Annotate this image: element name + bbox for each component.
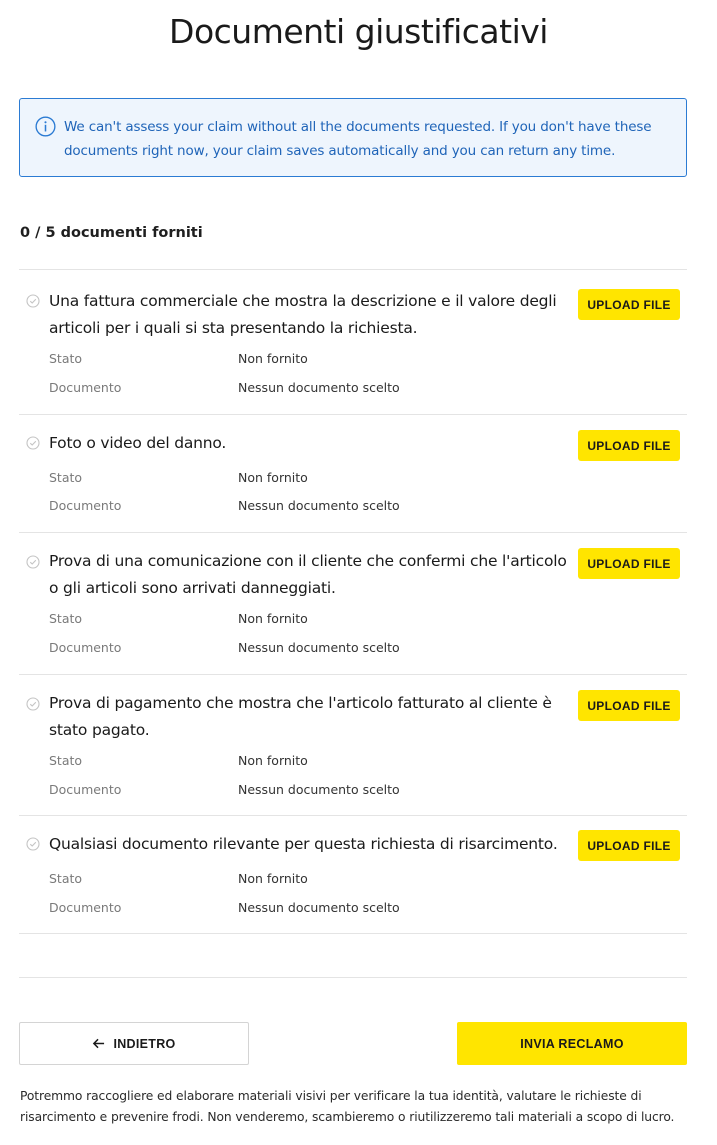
status-value: Non fornito [238, 351, 308, 366]
document-value: Nessun documento scelto [238, 498, 400, 513]
document-list [19, 269, 687, 934]
upload-file-button[interactable]: UPLOAD FILE [578, 830, 680, 861]
document-title: Qualsiasi documento rilevante per questa richiesta di risarcimento. [49, 835, 558, 853]
privacy-note: Potremmo raccogliere ed elaborare materiali visivi per verificare la tua identità, valutare le richieste di risarcimento e prevenire frodi. Non venderemo, scambieremo o riutilizzeremo tali materiali a scopo di lucro. [20, 1089, 675, 1124]
document-item [19, 815, 687, 934]
submit-claim-button[interactable]: INVIA RECLAMO [457, 1022, 687, 1065]
status-value: Non fornito [238, 753, 308, 768]
upload-file-button[interactable]: UPLOAD FILE [578, 430, 680, 461]
status-label: Stato [49, 753, 83, 768]
back-button[interactable] [19, 1022, 249, 1065]
upload-file-button[interactable]: UPLOAD FILE [578, 548, 680, 579]
status-label: Stato [49, 470, 83, 485]
check-circle-icon [26, 697, 40, 711]
document-label: Documento [49, 640, 122, 655]
document-value: Nessun documento scelto [238, 380, 400, 395]
status-label: Stato [49, 871, 83, 886]
document-item [19, 532, 687, 674]
status-value: Non fornito [238, 470, 308, 485]
document-label: Documento [49, 380, 122, 395]
document-title: Una fattura commerciale che mostra la descrizione e il valore degli articoli per i quali si sta presentando la richiesta. [49, 292, 557, 337]
document-item [19, 674, 687, 815]
check-circle-icon [26, 555, 40, 569]
document-label: Documento [49, 498, 122, 513]
section-divider [19, 977, 687, 978]
back-button-label: INDIETRO [113, 1036, 176, 1051]
document-title: Foto o video del danno. [49, 434, 227, 452]
info-notice-text: We can't assess your claim without all the documents requested. If you don't have these documents right now, your claim saves automatically and you can return any time. [64, 119, 652, 159]
check-circle-icon [26, 294, 40, 308]
page-title: Documenti giustificativi [169, 12, 548, 51]
upload-file-button[interactable]: UPLOAD FILE [578, 289, 680, 320]
document-value: Nessun documento scelto [238, 900, 400, 915]
document-label: Documento [49, 900, 122, 915]
info-notice [19, 98, 687, 177]
status-label: Stato [49, 351, 83, 366]
check-circle-icon [26, 837, 40, 851]
document-item [19, 414, 687, 532]
document-value: Nessun documento scelto [238, 782, 400, 797]
status-value: Non fornito [238, 871, 308, 886]
upload-file-button[interactable]: UPLOAD FILE [578, 690, 680, 721]
documents-progress: 0 / 5 documenti forniti [20, 225, 203, 241]
check-circle-icon [26, 436, 40, 450]
document-title: Prova di una comunicazione con il cliente che confermi che l'articolo o gli articoli sono arrivati danneggiati. [49, 552, 567, 597]
document-value: Nessun documento scelto [238, 640, 400, 655]
document-label: Documento [49, 782, 122, 797]
status-label: Stato [49, 611, 83, 626]
arrow-left-icon [92, 1037, 105, 1050]
document-item [19, 269, 687, 414]
info-icon [35, 116, 56, 137]
document-title: Prova di pagamento che mostra che l'articolo fatturato al cliente è stato pagato. [49, 694, 552, 739]
status-value: Non fornito [238, 611, 308, 626]
